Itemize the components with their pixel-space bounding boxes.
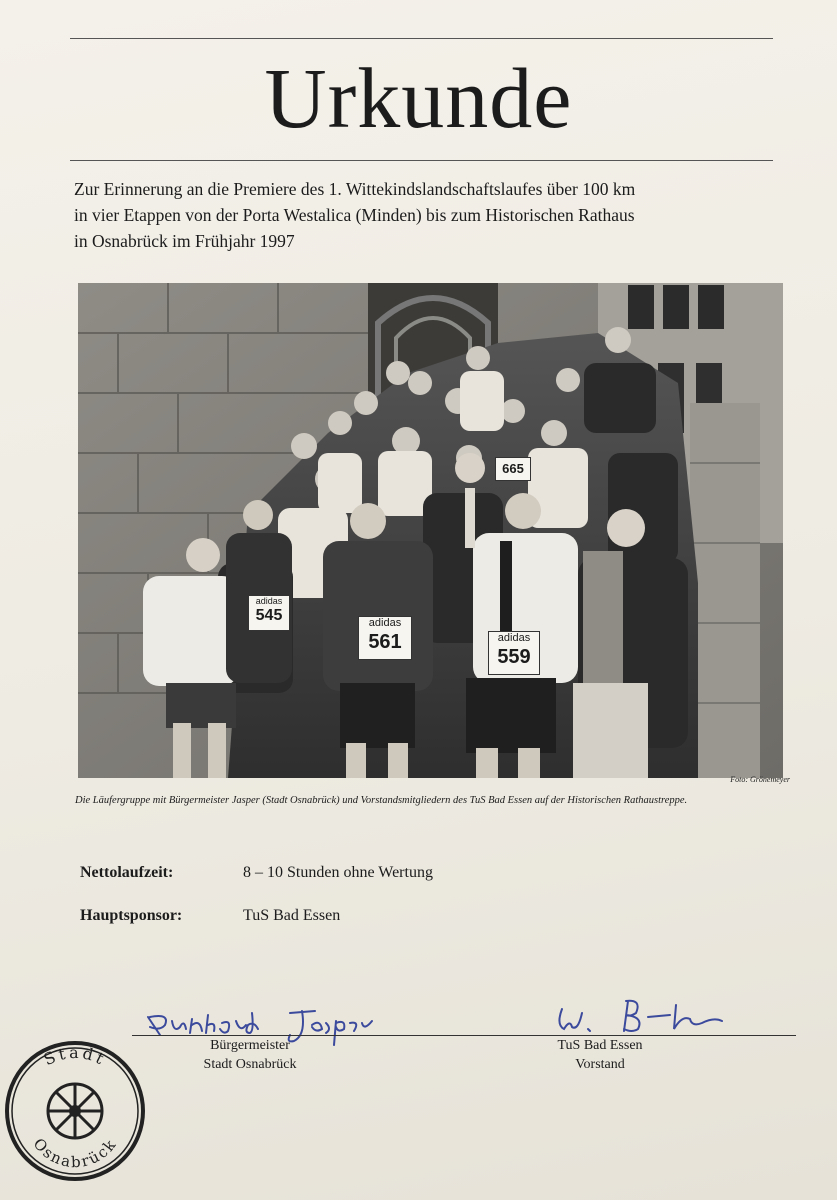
certificate-title: Urkunde	[264, 50, 573, 146]
signatory-club	[520, 1036, 680, 1074]
signatory-title: Vorstand	[575, 1057, 625, 1072]
seal-text-top: Stadt	[40, 1042, 110, 1070]
signature-right	[552, 995, 732, 1040]
bib-brand: adidas	[497, 632, 531, 644]
bib-559	[488, 631, 540, 675]
detail-label: Nettolaufzeit:	[80, 864, 174, 881]
bib-brand: adidas	[255, 596, 283, 606]
signatory-title: Bürgermeister	[210, 1038, 290, 1053]
bib-brand: adidas	[368, 617, 402, 629]
seal-text-bottom: Osnabrück	[29, 1134, 121, 1172]
group-photo	[78, 283, 783, 778]
bib-number: 665	[502, 461, 524, 476]
intro-line: in Osnabrück im Frühjahr 1997	[74, 231, 295, 251]
detail-label: Hauptsponsor:	[80, 907, 183, 924]
signatory-mayor	[160, 1036, 340, 1074]
group-photo-drawing	[78, 283, 783, 778]
signatory-org: TuS Bad Essen	[557, 1038, 643, 1053]
photo-credit: Foto: Grönemeyer	[730, 775, 790, 784]
intro-line: Zur Erinnerung an die Premiere des 1. Wittekindslandschaftslaufes über 100 km	[74, 179, 636, 199]
bib-545	[248, 595, 290, 631]
bib-number: 559	[497, 646, 531, 668]
title-rule	[70, 160, 773, 161]
top-rule	[70, 38, 773, 39]
bib-number: 545	[255, 607, 283, 624]
detail-value: 8 – 10 Stunden ohne Wertung	[243, 864, 433, 881]
wheel-seal-icon	[0, 1036, 150, 1186]
bib-665	[495, 457, 531, 481]
intro-text	[74, 176, 794, 254]
bib-561	[358, 616, 412, 660]
intro-line: in vier Etappen von der Porta Westalica (Minden) bis zum Historischen Rathaus	[74, 205, 635, 225]
detail-value: TuS Bad Essen	[243, 907, 341, 924]
bib-number: 561	[368, 631, 402, 653]
photo-caption: Die Läufergruppe mit Bürgermeister Jasper (Stadt Osnabrück) und Vorstandsmitgliedern des TuS Bad Essen auf der Historischen Rathaustreppe.	[75, 795, 688, 806]
signatory-org: Stadt Osnabrück	[203, 1057, 297, 1072]
